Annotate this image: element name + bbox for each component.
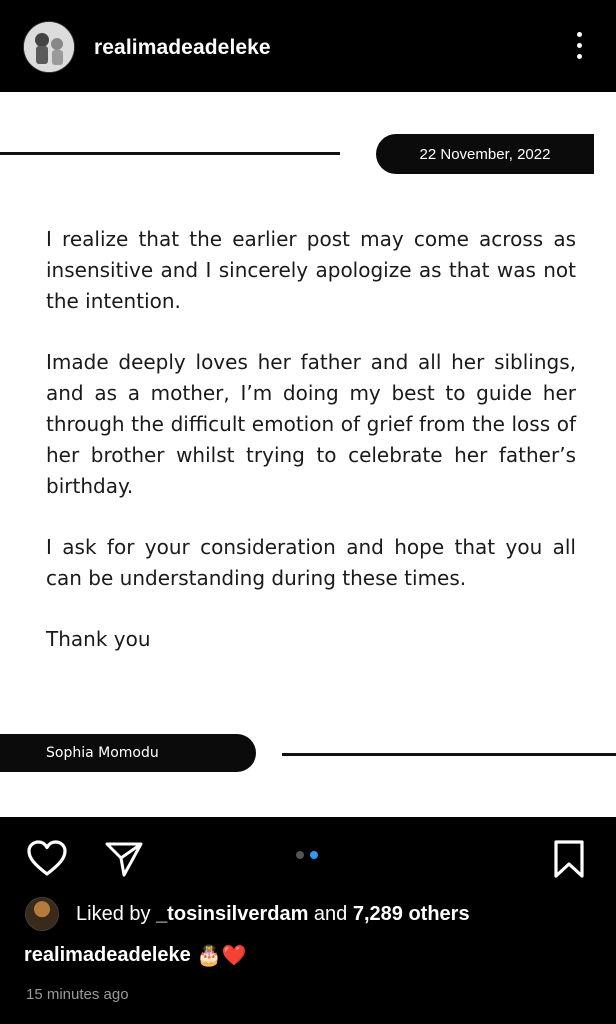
likes-text[interactable] [76,903,470,926]
action-bar [0,817,616,897]
heart-icon[interactable] [26,839,68,877]
bookmark-icon[interactable] [552,839,586,879]
letter-closing: Thank you [46,627,151,651]
divider-top [0,152,340,155]
post-image[interactable] [0,92,616,817]
liker-username[interactable]: _tosinsilverdam [156,902,309,925]
post-header [0,0,616,92]
letter-paragraph: I ask for your consideration and hope that you all can be understanding during these times. [46,535,576,590]
signature-badge: Sophia Momodu [0,734,256,772]
carousel-dot-active [310,851,318,859]
letter-body [46,224,576,685]
more-options-icon[interactable] [572,32,586,64]
likes-prefix: Liked by [76,902,151,925]
post-timestamp: 15 minutes ago [26,986,129,1003]
avatar-photo-icon [24,22,74,72]
caption [24,944,247,967]
carousel-dot [296,851,304,859]
divider-bottom [282,753,616,756]
date-badge: 22 November, 2022 [376,134,594,174]
carousel-indicator [296,851,318,859]
header-username[interactable]: realimadeadeleke [94,36,271,59]
letter-paragraph: Imade deeply loves her father and all her siblings, and as a mother, I’m doing my best to guide her through the difficult emotion of grief from the loss of her brother whilst trying to celebrate her father’s birthday. [46,350,576,498]
caption-username[interactable]: realimadeadeleke [24,944,191,966]
send-icon[interactable] [104,839,144,879]
caption-emojis: 🎂❤️ [196,944,247,967]
liker-avatar[interactable] [26,898,58,930]
likes-middle: and [313,902,348,925]
letter-paragraph: I realize that the earlier post may come across as insensitive and I sincerely apologize as that was not the intention. [46,227,576,313]
likes-row[interactable] [26,898,470,930]
likes-count[interactable]: 7,289 others [352,902,470,925]
profile-avatar[interactable] [24,22,74,72]
